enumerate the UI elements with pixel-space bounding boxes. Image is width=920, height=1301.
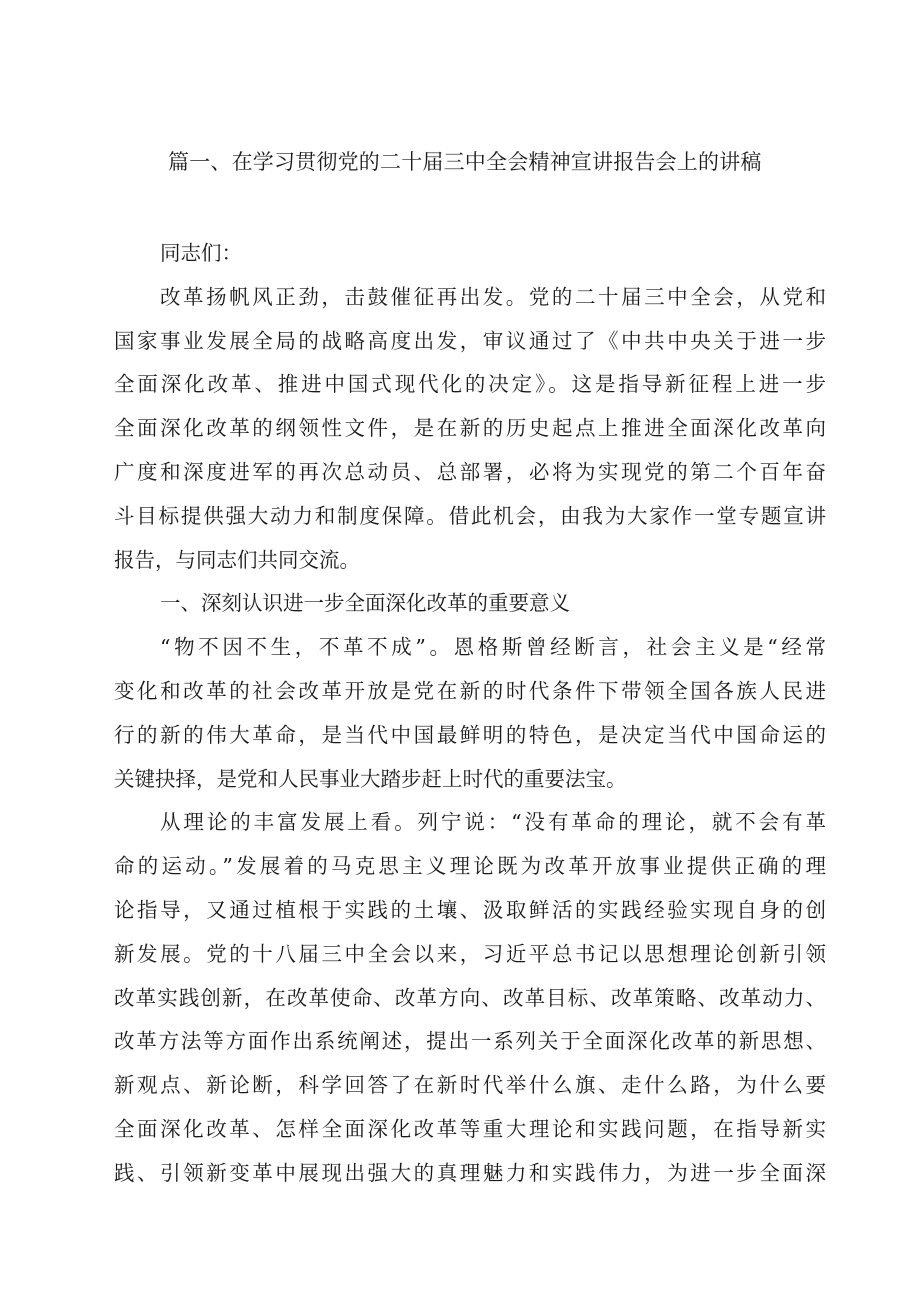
paragraph-line: 国家事业发展全局的战略高度出发，审议通过了《中共中央关于进一步	[114, 328, 826, 353]
section-heading: 一、深刻认识进一步全面深化改革的重要意义	[160, 591, 570, 616]
paragraph-line: 全面深化改革、推进中国式现代化的决定》。这是指导新征程上进一步	[114, 372, 826, 397]
paragraph-line: 全面深化改革、怎样全面深化改革等重大理论和实践问题，在指导新实	[114, 1116, 826, 1141]
paragraph-line: 改革实践创新，在改革使命、改革方向、改革目标、改革策略、改革动力、	[114, 985, 826, 1010]
paragraph-line: “物不因不生，不革不成”。恩格斯曾经断言，社会主义是“经常	[160, 635, 826, 660]
paragraph-line: 改革扬帆风正劲，击鼓催征再出发。党的二十届三中全会，从党和	[160, 284, 826, 309]
paragraph-1	[114, 276, 826, 583]
paragraph-line: 命的运动。”发展着的马克思主义理论既为改革开放事业提供正确的理	[114, 854, 826, 879]
paragraph-line: 新发展。党的十八届三中全会以来，习近平总书记以思想理论创新引领	[114, 941, 826, 966]
paragraph-line: 广度和深度进军的再次总动员、总部署，必将为实现党的第二个百年奋	[114, 459, 826, 484]
document-title: 篇一、在学习贯彻党的二十届三中全会精神宣讲报告会上的讲稿	[168, 150, 762, 174]
paragraph-line: 关键抉择，是党和人民事业大踏步赶上时代的重要法宝。	[114, 766, 627, 791]
paragraph-line: 从理论的丰富发展上看。列宁说：“没有革命的理论，就不会有革	[160, 810, 826, 835]
paragraph-line: 斗目标提供强大动力和制度保障。借此机会，由我为大家作一堂专题宣讲	[114, 503, 826, 528]
paragraph-line: 行的新的伟大革命，是当代中国最鲜明的特色，是决定当代中国命运的	[114, 722, 826, 747]
paragraph-line: 报告，与同志们共同交流。	[114, 547, 360, 572]
document-body	[114, 232, 826, 1196]
paragraph-line: 论指导，又通过植根于实践的土壤、汲取鲜活的实践经验实现自身的创	[114, 897, 826, 922]
paragraph-line: 变化和改革的社会改革开放是党在新的时代条件下带领全国各族人民进	[114, 678, 826, 703]
salutation: 同志们：	[160, 241, 242, 265]
paragraph-line: 全面深化改革的纲领性文件，是在新的历史起点上推进全面深化改革向	[114, 416, 826, 441]
paragraph-line: 改革方法等方面作出系统阐述，提出一系列关于全面深化改革的新思想、	[114, 1029, 826, 1054]
paragraph-line: 践、引领新变革中展现出强大的真理魅力和实践伟力，为进一步全面深	[114, 1160, 826, 1185]
paragraph-line: 新观点、新论断，科学回答了在新时代举什么旗、走什么路，为什么要	[114, 1073, 826, 1098]
paragraph-2	[114, 626, 826, 801]
paragraph-3	[114, 801, 826, 1195]
